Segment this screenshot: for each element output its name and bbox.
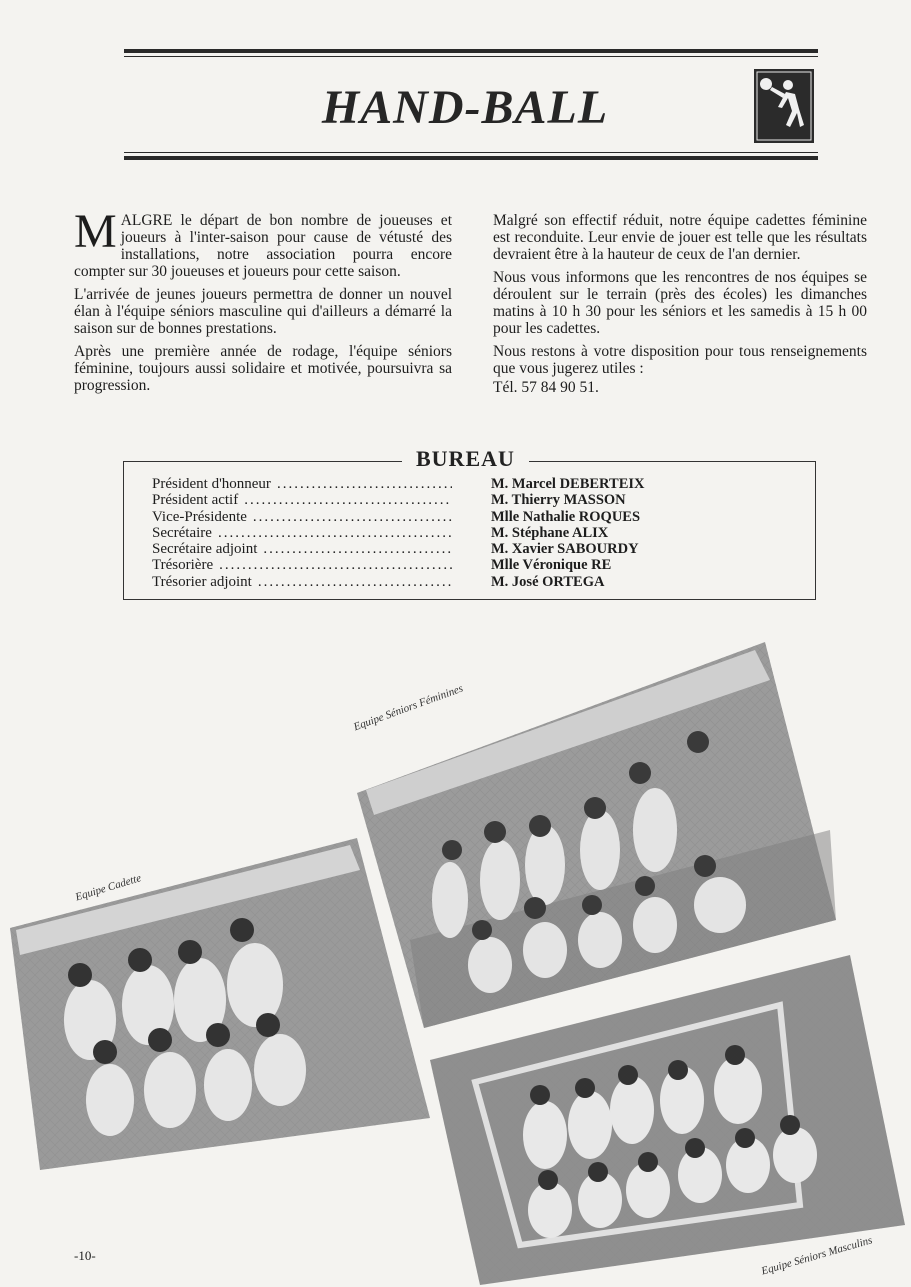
caption-masculins: Equipe Séniors Masculins <box>760 1234 874 1278</box>
caption-feminines: Equipe Séniors Féminines <box>352 682 465 734</box>
paragraph: L'arrivée de jeunes joueurs permettra de donner un nouvel élan à l'équipe séniors masculine qui d'ailleurs a démarré la saison sur de bonnes prestations. <box>74 286 452 337</box>
paragraph: Nous vous informons que les rencontres de nos équipes se déroulent sur le terrain (près des écoles) les dimanches matins à 10 h 30 pour les séniors et les samedis à 15 h 00 pour les cadettes. <box>493 269 867 337</box>
paragraph-text: ALGRE le départ de bon nombre de joueuses et joueurs à l'inter-saison pour cause de vétusté des installations, notre association pourra encore compter sur 30 joueuses et joueurs pour cette saison. <box>74 212 452 280</box>
page-number: -10- <box>74 1248 96 1263</box>
member-name: M. Thierry MASSON <box>491 492 626 509</box>
paragraph: Nous restons à votre disposition pour tous renseignements que vous jugerez utiles : <box>493 343 867 377</box>
member-name: M. Marcel DEBERTEIX <box>491 476 645 492</box>
photo-cadette <box>10 838 430 1170</box>
bureau-title: BUREAU <box>402 446 529 472</box>
member-name: M. José ORTEGA <box>491 573 605 590</box>
member-name: Mlle Nathalie ROQUES <box>491 508 641 525</box>
role-label: Trésorière <box>152 557 214 574</box>
role-label: Secrétaire adjoint <box>152 541 258 558</box>
role-label: Secrétaire <box>152 524 212 541</box>
member-name: M. Xavier SABOURDY <box>491 541 639 558</box>
member-name: Mlle Véronique RE <box>491 557 612 574</box>
member-name: M. Stéphane ALIX <box>491 524 609 541</box>
role-label: Trésorier adjoint <box>152 573 252 590</box>
phone-number: Tél. 57 84 90 51. <box>493 379 599 396</box>
caption-cadette: Equipe Cadette <box>74 872 143 904</box>
page-title: HAND-BALL <box>321 81 609 134</box>
role-label: Vice-Présidente <box>152 508 247 525</box>
paragraph: Après une première année de rodage, l'équipe séniors féminine, toujours aussi solidaire et motivée, poursuivra sa progression. <box>74 343 452 394</box>
role-label: Président d'honneur <box>152 476 271 492</box>
drop-cap: M <box>74 205 117 258</box>
paragraph: Malgré son effectif réduit, notre équipe cadettes féminine est reconduite. Leur envie de jouer est telle que les résultats devraient être à la hauteur de ceux de l'an dernier. <box>493 212 867 263</box>
role-label: Président actif <box>152 492 239 509</box>
